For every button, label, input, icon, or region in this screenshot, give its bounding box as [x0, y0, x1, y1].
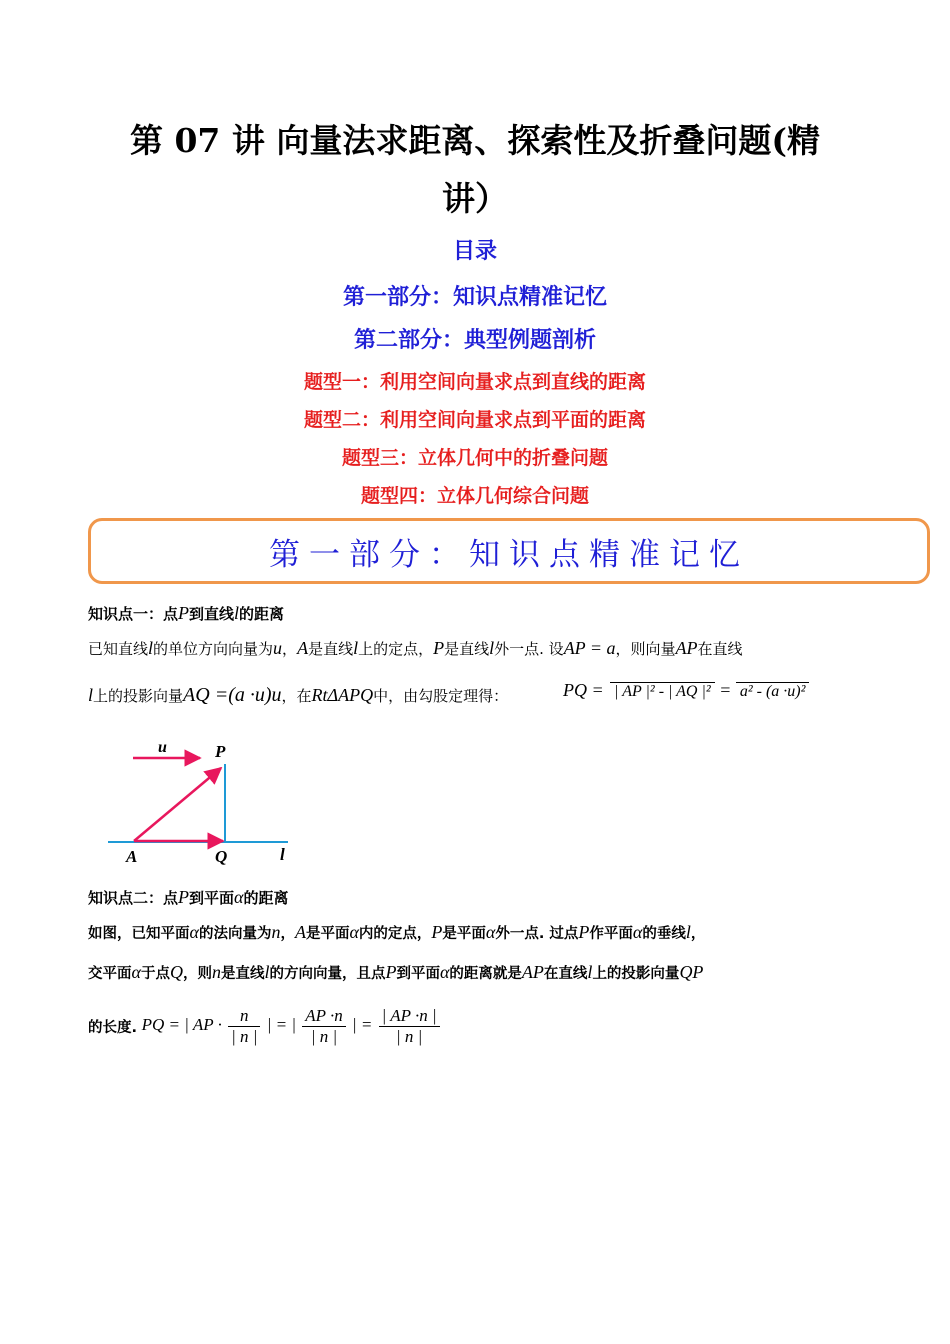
math-AP: AP — [675, 638, 698, 658]
text: 是直线 — [444, 640, 490, 658]
math-n: n — [211, 962, 221, 982]
formula-eq: = — [719, 680, 732, 700]
text: 的单位方向向量为 — [153, 640, 274, 658]
page-title-line1: 第 07 讲 向量法求距离、探索性及折叠问题(精 — [129, 121, 820, 160]
toc-type-4[interactable]: 题型四：立体几何综合问题 — [360, 485, 589, 507]
text: 已知直线 — [88, 640, 149, 658]
fig-label-u: u — [158, 739, 167, 756]
kp2-formula — [141, 1006, 442, 1046]
text: ，则向量 — [615, 640, 676, 658]
math-P: P — [385, 962, 397, 982]
page-title-line2: 讲） — [442, 179, 508, 218]
math-l: l — [489, 638, 495, 658]
kp2-line2 — [88, 962, 868, 983]
formula-lhs: PQ = — [563, 680, 604, 700]
kp1-title-p: P — [178, 603, 190, 623]
math-l: l — [88, 685, 94, 705]
kp1-formula — [563, 680, 809, 701]
sqrt-2 — [736, 682, 810, 701]
frac-num: | AP ·n | — [379, 1006, 440, 1027]
kp1-line1 — [88, 638, 868, 659]
math-P: P — [433, 638, 445, 658]
text: 于点 — [140, 966, 170, 982]
math-l: l — [685, 922, 691, 942]
toc-part-1[interactable]: 第一部分：知识点精准记忆 — [342, 285, 607, 310]
text: ， — [280, 926, 295, 942]
fig-label-P: P — [215, 742, 226, 761]
text: 交平面 — [88, 966, 132, 982]
text: 是平面 — [305, 926, 350, 942]
kp1-title — [88, 603, 284, 624]
kp1-title-suffix: 的距离 — [239, 605, 285, 623]
math-alpha: α — [349, 922, 359, 942]
kp2-line3 — [88, 1006, 868, 1047]
frac-num: AP ·n — [302, 1006, 345, 1027]
ap-vector-arrow — [134, 768, 221, 841]
math-l: l — [148, 638, 154, 658]
math-P: P — [431, 922, 443, 942]
text: 是平面 — [442, 926, 486, 942]
text: 如图，已知平面 — [88, 926, 190, 942]
math-alpha: α — [632, 922, 643, 942]
formula-lhs: PQ = | AP · — [141, 1015, 222, 1035]
math-alpha: α — [439, 962, 450, 982]
toc-type-3[interactable]: 题型三：立体几何中的折叠问题 — [341, 447, 608, 469]
frac-num: n — [228, 1006, 260, 1027]
math-aq-eq: AQ =(a ·u)u — [183, 684, 282, 706]
formula-rhs: a² - (a ·u)² — [739, 683, 806, 700]
text: 中，由勾股定理得： — [373, 687, 509, 705]
text: 的法向量为 — [198, 926, 272, 942]
math-A: A — [297, 638, 309, 658]
sqrt-1 — [610, 682, 715, 701]
math-AP: AP — [521, 962, 544, 982]
kp2-line1 — [88, 922, 868, 943]
fig-label-l: l — [280, 845, 285, 864]
toc-heading: 目录 — [452, 239, 497, 264]
toc-part-2[interactable]: 第二部分：典型例题剖析 — [353, 328, 596, 353]
math-P: P — [578, 922, 590, 942]
text: 是直线 — [220, 966, 265, 982]
formula-mid: | = | — [266, 1015, 297, 1035]
text: ， — [282, 640, 298, 658]
math-QP: QP — [679, 962, 704, 982]
text: 上的投影向量 — [592, 966, 680, 982]
math-alpha: α — [485, 922, 496, 942]
kp2-title-alpha: α — [234, 887, 244, 907]
text: 在直线 — [697, 640, 743, 658]
formula-mid: | AP |² - | AQ |² — [614, 683, 711, 700]
kp1-figure — [100, 730, 300, 870]
text: 到平面 — [396, 966, 440, 982]
text: ，则 — [182, 966, 212, 982]
kp2-title-p: P — [178, 887, 190, 907]
text: 外一点. 过点 — [495, 926, 579, 942]
toc-type-1[interactable]: 题型一：利用空间向量求点到直线的距离 — [303, 371, 646, 393]
fig-label-Q: Q — [215, 847, 228, 866]
frac-2 — [302, 1006, 345, 1047]
text: 外一点. 设 — [494, 640, 564, 658]
math-triangle: RtΔAPQ — [311, 685, 374, 705]
math-u: u — [273, 638, 283, 658]
section-banner — [88, 518, 930, 584]
kp2-title-suffix: 的距离 — [243, 889, 289, 907]
math-n: n — [271, 922, 281, 942]
text: ，在 — [281, 687, 312, 705]
text: ， — [690, 926, 706, 942]
math-alpha: α — [189, 922, 199, 942]
math-alpha: α — [131, 962, 141, 982]
kp2-title-mid: 到平面 — [189, 889, 235, 907]
math-l: l — [353, 638, 359, 658]
text: 上的定点， — [358, 640, 434, 658]
kp1-title-prefix: 知识点一：点 — [88, 605, 179, 623]
math-Q: Q — [169, 962, 183, 982]
formula-eq: | = — [352, 1015, 373, 1035]
text: 作平面 — [589, 926, 633, 942]
text: 的垂线 — [642, 926, 686, 942]
math-ap-eq: AP = a — [563, 638, 616, 658]
text: 在直线 — [543, 966, 588, 982]
text: 的方向向量，且点 — [269, 966, 386, 982]
kp2-title-prefix: 知识点二：点 — [88, 889, 179, 907]
math-l: l — [587, 962, 593, 982]
frac-den: | n | — [395, 1027, 423, 1046]
text: 是直线 — [308, 640, 354, 658]
toc-type-2[interactable]: 题型二：利用空间向量求点到平面的距离 — [303, 409, 646, 431]
page-title — [90, 112, 860, 228]
frac-den: | n | — [310, 1027, 338, 1046]
frac-1 — [228, 1006, 260, 1047]
frac-den: | n | — [231, 1027, 258, 1046]
section-banner-text: 第一部分：知识点精准记忆 — [269, 536, 749, 573]
math-l: l — [264, 962, 270, 982]
kp1-title-l: l — [234, 603, 240, 623]
text: 的长度. — [88, 1020, 138, 1036]
kp2-title — [88, 887, 289, 908]
math-A: A — [294, 922, 306, 942]
kp1-title-mid: 到直线 — [189, 605, 235, 623]
frac-3 — [379, 1006, 440, 1047]
text: 上的投影向量 — [93, 687, 184, 705]
text: 内的定点， — [358, 926, 432, 942]
fig-label-A: A — [126, 847, 138, 866]
text: 的距离就是 — [449, 966, 522, 982]
